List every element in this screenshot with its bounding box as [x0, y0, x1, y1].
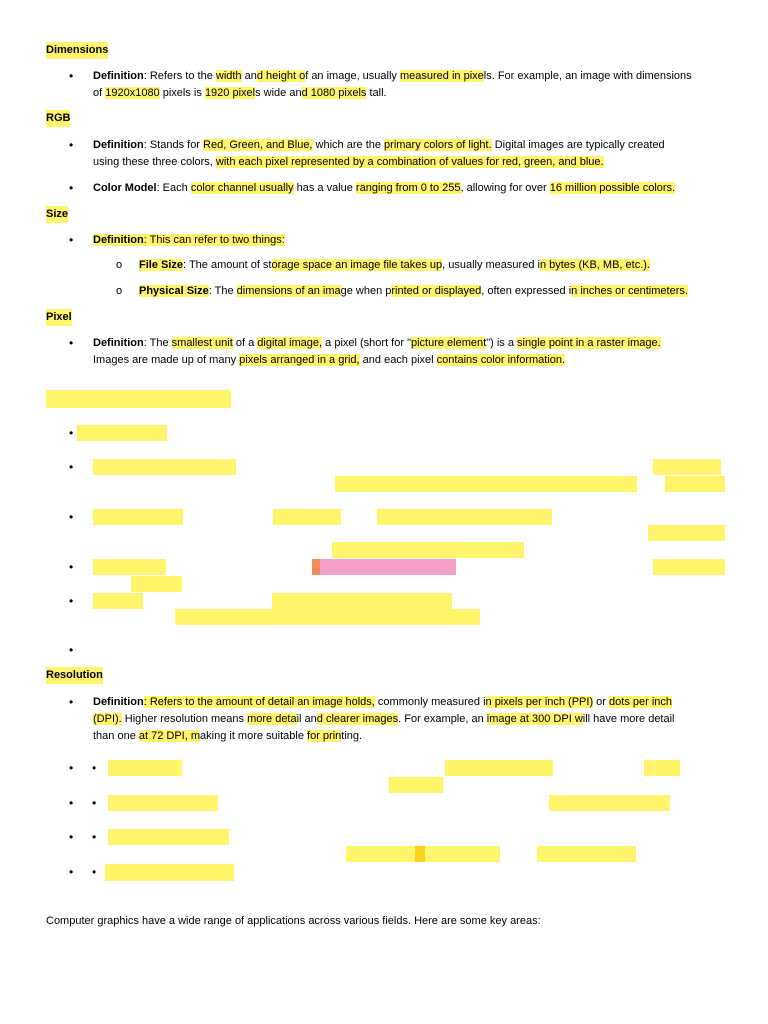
bullet-marker: •	[69, 695, 74, 709]
bullet-marker: •	[69, 643, 74, 657]
bullet-marker: •	[69, 830, 74, 844]
text: ting.	[341, 730, 363, 742]
highlight-block	[77, 425, 167, 441]
highlight: dimensions of an ima	[236, 285, 341, 297]
highlight-block	[131, 576, 182, 592]
heading-dimensions: Dimensions	[46, 42, 108, 59]
rgb-color-model	[93, 180, 720, 197]
bullet-marker: •	[69, 761, 74, 775]
highlight-block	[93, 593, 143, 609]
highlight-block	[272, 593, 452, 609]
highlight: pixels arranged in a grid,	[239, 354, 360, 366]
highlight: for prin	[307, 730, 342, 742]
size-definition	[93, 232, 285, 249]
definition-label: Definition	[93, 337, 144, 349]
highlight: at 72 DPI, m	[138, 730, 201, 742]
orange-highlight-block	[312, 559, 320, 575]
size-file-size	[139, 257, 650, 274]
highlight-block	[648, 525, 725, 541]
text: using these three colors,	[93, 156, 216, 168]
text: aking it more suitable	[200, 730, 308, 742]
highlight-block	[389, 777, 443, 793]
text: a pixel (short for "	[322, 337, 411, 349]
highlight: width	[215, 70, 242, 82]
rgb-definition	[93, 137, 720, 171]
highlight-block	[537, 846, 636, 862]
highlight: : Refers to the amount of detail an image holds,	[143, 696, 375, 708]
highlight: dots per inch	[609, 696, 673, 708]
highlight-block	[46, 390, 231, 408]
highlight: smallest unit	[171, 337, 233, 349]
highlight-block	[653, 559, 725, 575]
text: an	[241, 70, 257, 82]
text: Digital images are typically created	[491, 139, 665, 151]
highlight: 16 million possible colors.	[549, 182, 676, 194]
definition-label: Definition	[93, 234, 144, 246]
resolution-definition	[93, 694, 720, 745]
highlight-block	[108, 795, 218, 811]
highlight-block	[377, 509, 552, 525]
highlight-block	[273, 509, 341, 525]
text: and each pixel	[359, 354, 437, 366]
bullet-marker: •	[69, 865, 74, 879]
text: : The	[208, 285, 237, 297]
highlight: more deta	[247, 713, 297, 725]
bullet-marker: •	[69, 460, 74, 474]
highlight: 1920 pixel	[204, 87, 256, 99]
text: : This can refer to two things:	[143, 234, 285, 246]
pixel-definition	[93, 335, 720, 369]
highlight: rinted or displayed	[391, 285, 482, 297]
text: Images are made up of many	[93, 354, 240, 366]
highlight-block	[108, 829, 229, 845]
bullet-marker: •	[92, 796, 97, 810]
physical-size-label: Physical Size	[139, 285, 209, 297]
size-physical-size	[139, 283, 688, 300]
text: : Each	[156, 182, 191, 194]
definition-label: Definition	[93, 139, 144, 151]
highlight-block	[445, 760, 553, 776]
text: or	[593, 696, 610, 708]
highlight-block	[415, 846, 425, 862]
highlight-block	[644, 760, 680, 776]
text: than one	[93, 730, 139, 742]
highlight: digital image,	[257, 337, 323, 349]
text: pixels is	[159, 87, 205, 99]
highlight-block	[665, 476, 725, 492]
highlight: Red, Green, and Blue,	[203, 139, 313, 151]
heading-resolution: Resolution	[46, 667, 103, 684]
highlight: with each pixel represented by a combination of values for red, green, and blue.	[215, 156, 604, 168]
text: of a	[232, 337, 258, 349]
highlight-block	[175, 609, 480, 625]
highlight: image at 300 DPI w	[486, 713, 583, 725]
highlight: d 1080 pixels	[301, 87, 367, 99]
text: , usually measured i	[442, 259, 540, 271]
bullet-marker: •	[69, 69, 74, 83]
highlight: ranging from 0 to 255	[355, 182, 461, 194]
heading-pixel: Pixel	[46, 309, 72, 326]
highlight-block	[105, 864, 234, 881]
definition-label: Definition	[93, 696, 144, 708]
text: tall.	[366, 87, 387, 99]
text: commonly measured i	[374, 696, 486, 708]
text: : The amount of st	[183, 259, 272, 271]
text: ge when p	[340, 285, 392, 297]
bullet-marker: •	[69, 796, 74, 810]
bullet-marker: •	[69, 594, 74, 608]
highlight-block	[549, 795, 670, 811]
closing-paragraph: Computer graphics have a wide range of applications across various fields. Here are some key areas:	[46, 915, 541, 927]
highlight: primary colors of light.	[384, 139, 492, 151]
bullet-marker: •	[69, 510, 74, 524]
highlight: color channel usually	[190, 182, 294, 194]
bullet-marker: •	[69, 426, 74, 440]
heading-size: Size	[46, 206, 68, 223]
heading-rgb: RGB	[46, 110, 70, 127]
text: which are the	[312, 139, 385, 151]
text: of	[93, 87, 106, 99]
text: , often expressed i	[481, 285, 572, 297]
highlight-block	[108, 760, 182, 776]
text: : The	[143, 337, 172, 349]
text: ill have more detail	[582, 713, 675, 725]
highlight: contains color information.	[436, 354, 566, 366]
highlight: d clearer images	[316, 713, 399, 725]
text: ls. For example, an image with dimensions	[483, 70, 692, 82]
highlight-block	[93, 509, 183, 525]
highlight: orage space an image file takes up	[271, 259, 443, 271]
highlight: n bytes (KB, MB, etc.).	[539, 259, 650, 271]
color-model-label: Color Model	[93, 182, 157, 194]
text: . For example, an	[398, 713, 487, 725]
highlight: d	[256, 70, 267, 82]
bullet-marker: •	[69, 560, 74, 574]
highlight: height o	[266, 70, 306, 82]
highlight: single point in a raster image.	[517, 337, 661, 349]
highlight: 1920x1080	[105, 87, 160, 99]
highlight-block	[335, 476, 637, 492]
definition-label: Definition	[93, 70, 144, 82]
bullet-marker: •	[92, 761, 97, 775]
bullet-marker: •	[69, 233, 74, 247]
bullet-marker: •	[69, 138, 74, 152]
text: f an image, usually	[305, 70, 400, 82]
pink-highlight-block	[320, 559, 456, 575]
text: s wide an	[255, 87, 302, 99]
highlight-block	[653, 459, 721, 475]
text: has a value	[293, 182, 356, 194]
highlight: (DPI).	[93, 713, 122, 725]
highlight: measured in pixe	[399, 70, 484, 82]
text: : Refers to the	[143, 70, 216, 82]
subbullet-marker: o	[116, 285, 123, 297]
bullet-marker: •	[69, 181, 74, 195]
highlight: picture element	[410, 337, 487, 349]
highlight: n pixels per inch (PPI)	[485, 696, 594, 708]
highlight-block	[93, 459, 236, 475]
file-size-label: File Size	[139, 259, 184, 271]
dimensions-definition	[93, 68, 720, 102]
bullet-marker: •	[92, 830, 97, 844]
bullet-marker: •	[69, 336, 74, 350]
text: ") is a	[486, 337, 518, 349]
subbullet-marker: o	[116, 259, 123, 271]
text: , allowing for over	[460, 182, 550, 194]
highlight-block	[93, 559, 166, 575]
highlight: n inches or centimeters.	[571, 285, 688, 297]
text: il an	[296, 713, 317, 725]
text: : Stands for	[143, 139, 204, 151]
bullet-marker: •	[92, 865, 97, 879]
highlight-block	[332, 542, 524, 558]
text: Higher resolution means	[121, 713, 248, 725]
